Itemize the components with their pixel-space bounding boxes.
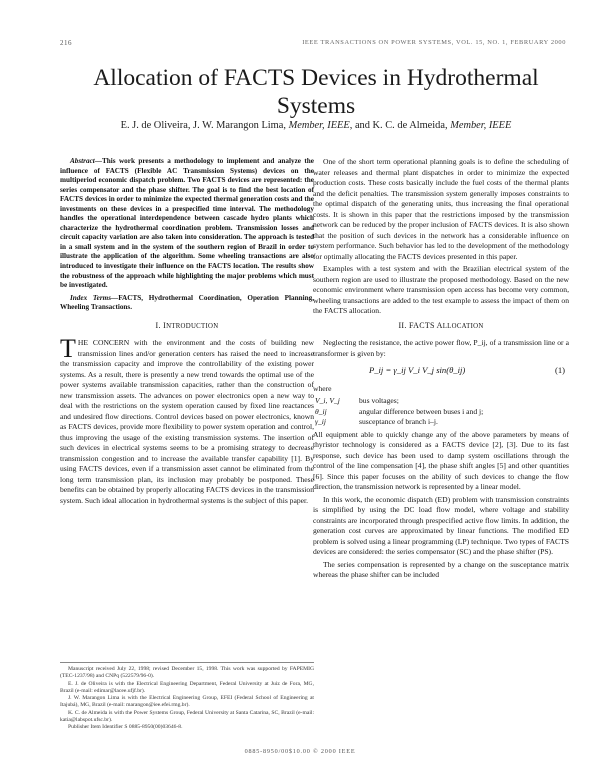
copyright-footer: 0885-8950/00$10.00 © 2000 IEEE <box>244 748 356 755</box>
author-names-2: , and K. C. de Almeida, <box>349 120 451 131</box>
running-header: IEEE TRANSACTIONS ON POWER SYSTEMS, VOL. 15, NO. 1, FEBRUARY 2000 <box>302 39 566 46</box>
abstract <box>60 157 314 291</box>
index-terms-label: Index Terms— <box>70 293 119 302</box>
def-desc-susceptance: susceptance of branch i–j. <box>359 417 438 426</box>
abstract-text: This work presents a methodology to implement and analyze the influence of FACTS (Flexible AC Transmission Systems) devices on the multiperiod economic dispatch problem. Two FACTS devices are represented: the series compensator and the phase shifter. The goal is to find the best location of FACTS devices in order to minimize the expected thermal generation costs and the investments on these devices in a prespecified time interval. The methodology handles the operational interdependence between cascade hydro plants which characterize the hydrothermal coordination problem. Transmission losses and circuit capacity variation are also taken into consideration. The approach is tested in a small system and in the system of the southern region of Brazil in order to illustrate the application of the algorithm. Some wheeling transactions are also introduced to investigate their influence on the FACTS location. The results show the robustness of the approach while highlighting the major problems which must be investigated. <box>60 157 314 290</box>
abstract-label: Abstract— <box>70 157 102 165</box>
intro-paragraph-1-text: HE CONCERN with the environment and the costs of building new transmission lines and/or generation centers has raised the need to increase the transmission capacity and improve the controllability of the existing power systems. As a result, there is presently a new trend towards the optimal use of the power systems available transmission capacities, rather than the construction of new transmission assets. The advances on power electronics open a new way to deal with the restrictions on the system operation caused by fixed line reactances and undesired flow directions. Control devices based on power electronics, known as FACTS devices, provide more flexibility to power system operation and control, thus improving the usage of the existing transmission systems. The insertion of such devices in electrical systems seems to be a promising strategy to decrease transmission congestion and to increase the available transfer capability [1]. By using FACTS devices, even if a transmission asset cannot be eliminated from the long term transmission plan, its inclusion may probably be postponed. These benefits can be obtained by properly allocating FACTS devices in the transmission system. Such ideal allocation in hydrothermal systems is the subject of this paper. <box>60 338 314 505</box>
footnote-author-3: K. C. de Almeida is with the Power Systems Group, Federal University at Santa Catarina, SC, Brazil (e-mail: katia@labspot.ufsc.br). <box>60 709 314 724</box>
facts-paragraph-3: In this work, the economic dispatch (ED) problem with transmission constraints is simplified by using the DC load flow model, where voltage and stability constraints are incorporated through prespecified active flow limits. In addition, the generation cost curves are approximated by linear functions. The modified ED problem is solved using a linear programming (LP) technique. Two types of FACTS devices are considered: the series compensator (SC) and the phase shifter (PS). <box>313 494 569 556</box>
intro-paragraph-1 <box>60 334 314 506</box>
equation-1 <box>313 365 569 376</box>
where-label: where <box>313 383 332 393</box>
right-column <box>313 157 569 583</box>
footnotes <box>60 662 314 732</box>
page-number: 216 <box>60 39 72 47</box>
author-line <box>60 120 572 131</box>
section-2-numeral: II. FACTS A <box>398 320 443 330</box>
section-heading-introduction <box>60 321 314 333</box>
def-symbol-voltages: V_i, V_j <box>315 396 340 405</box>
facts-paragraph-4: The series compensation is represented by a change on the susceptance matrix whereas the phase shifter can be included <box>313 559 569 579</box>
section-1-rest: NTRODUCTION <box>166 322 219 330</box>
facts-paragraph-2: All equipment able to quickly change any of the above parameters by means of thyristor technology is considered as a FACTS device [2], [3]. Due to its fast response, such device has been used to damp system oscillations through the control of the line compensation [4], the phase shift angles [5] and other quantities [6]. Since this paper focuses on the ability of such devices to change the flow direction, the transmission network is represented by a linear model. <box>313 429 569 491</box>
index-terms-text: FACTS, Hydrothermal Coordination, Operation Planning, Wheeling Transactions. <box>60 293 314 312</box>
facts-paragraph-1: Neglecting the resistance, the active power flow, P_ij, of a transmission line or a transformer is given by: <box>313 338 569 358</box>
footnote-author-1: E. J. de Oliveira is with the Electrical Engineering Department, Federal University at Juiz de Fora, MG, Brazil (e-mail: edimar@lacee.ufjf.br). <box>60 680 314 694</box>
footnote-author-2: J. W. Marangon Lima is with the Electrical Engineering Group, EFEI (Federal School of Engineering at Itajubá), MG, Brazil (e-mail: marangon@iee.efei.rmg.br). <box>60 695 314 709</box>
def-symbol-susceptance: γ_ij <box>315 417 327 426</box>
author-member-2: Member, IEEE <box>450 120 512 131</box>
paper-title: Allocation of FACTS Devices in Hydrothermal Systems <box>93 65 539 119</box>
equation-1-number: (1) <box>554 365 565 375</box>
author-member-1: Member, IEEE <box>288 120 350 131</box>
footnote-received: Manuscript received July 22, 1998; revised December 15, 1998. This work was supported by FAPEMIG (TEC-1237/98) and CNPq (522579/96-0). <box>60 666 314 680</box>
def-desc-voltages: bus voltages; <box>359 396 399 405</box>
drop-cap: T <box>60 334 76 364</box>
def-symbol-angle: θ_ij <box>315 406 327 416</box>
right-paragraph-2: Examples with a test system and with the Brazilian electrical system of the southern region are used to illustrate the proposed methodology. Based on the new economic environment where transmission open access has become very common, wheeling transactions are added to the test example to assess the impact of them on the FACTS allocation. <box>313 264 569 315</box>
right-paragraph-1: One of the short term operational planning goals is to define the scheduling of water releases and thermal plant dispatches in order to minimize the expected production costs. These costs basically include the fuel costs of the thermal plants and the deficit penalties. The transmission system generally imposes constraints to the optimal dispatch of the generating units, thus increasing the final operational costs. It is shown in this paper that the restrictions imposed by the transmission network can be reduced by the proper inclusion of FACTS devices. It is also shown that the position of such devices in the network has a considerable influence on system performance. Such behavior has led to the development of the methodology for optimally allocating the FACTS devices presented in this paper. <box>313 157 569 261</box>
footnote-publisher-id: Publisher Item Identifier S 0885-8950(00)03646-8. <box>68 724 183 731</box>
section-heading-facts-allocation <box>313 321 569 333</box>
equation-1-body: P_ij = γ_ij V_i V_j sin(θ_ij) <box>369 365 466 375</box>
index-terms <box>60 294 314 313</box>
variable-definitions <box>315 396 569 428</box>
section-1-numeral: I. I <box>155 320 167 330</box>
section-2-rest: LLOCATION <box>442 322 484 330</box>
left-column <box>60 157 314 508</box>
def-desc-angle: angular difference between buses i and j; <box>359 406 484 416</box>
author-names: E. J. de Oliveira, J. W. Marangon Lima, <box>120 120 289 131</box>
